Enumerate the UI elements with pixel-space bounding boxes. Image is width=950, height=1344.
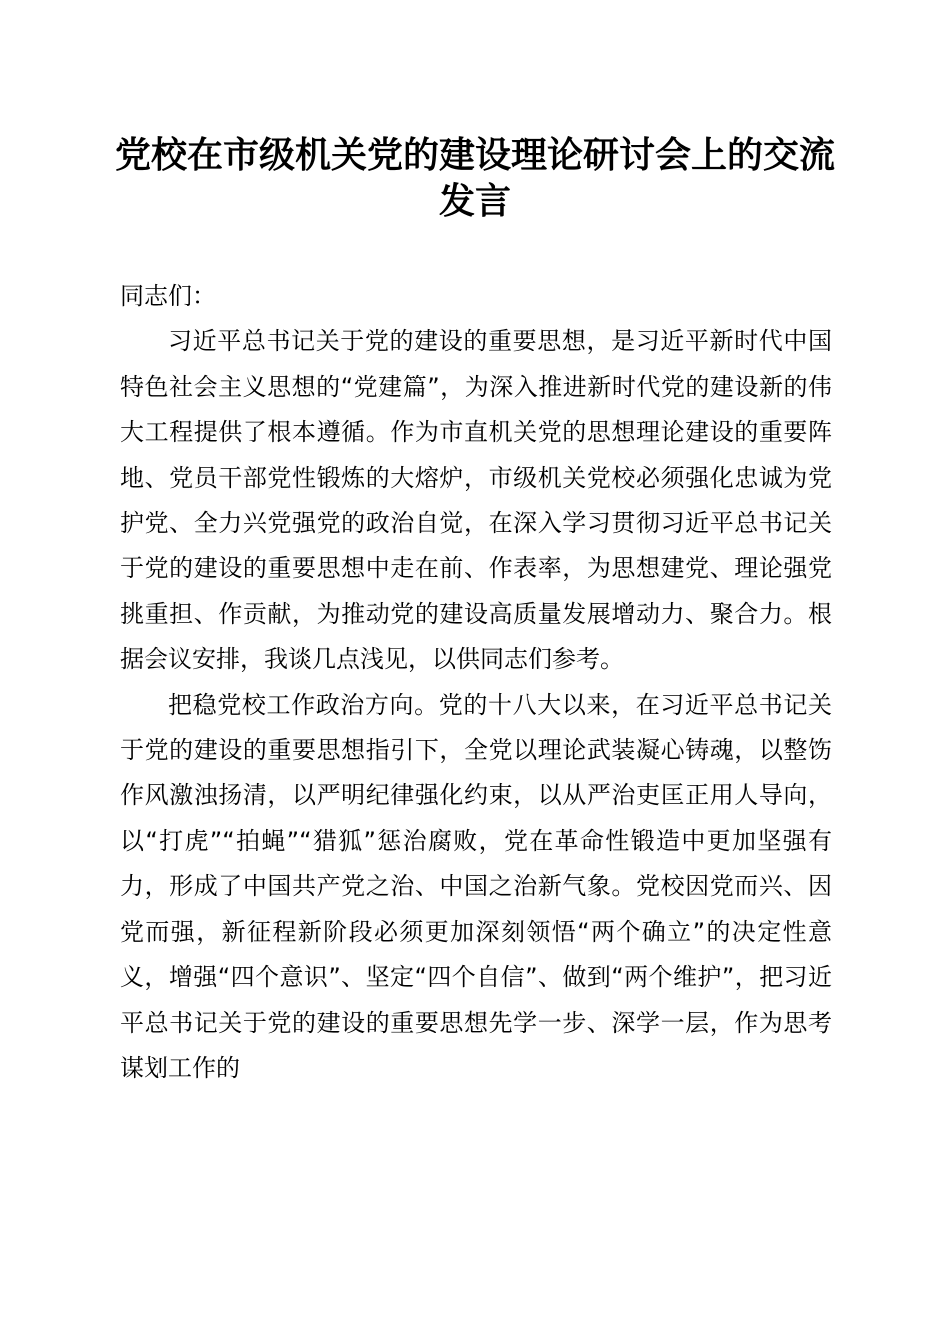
- salutation: 同志们：: [120, 282, 216, 310]
- paragraph: 把稳党校工作政治方向。党的十八大以来，在习近平总书记关于党的建设的重要思想指引下，全党以理论武装凝心铸魂，以整饬作风激浊扬清，以严明纪律强化约束，以从严治吏匡正用人导向，以“打虎”“拍蝇”“猎狐”惩治腐败，党在革命性锻造中更加坚强有力，形成了中国共产党之治、中国之治新气象。党校因党而兴、因党而强，新征程新阶段必须更加深刻领悟“两个确立”的决定性意义，增强“四个意识”、坚定“四个自信”、做到“两个维护”，把习近平总书记关于党的建设的重要思想先学一步、深学一层，作为思考谋划工作的: [120, 690, 832, 1082]
- document-title: 党校在市级机关党的建设理论研讨会上的交流发言: [114, 134, 835, 222]
- paragraph: 习近平总书记关于党的建设的重要思想，是习近平新时代中国特色社会主义思想的“党建篇”，为深入推进新时代党的建设新的伟大工程提供了根本遵循。作为市直机关党的思想理论建设的重要阵地、党员干部党性锻炼的大熔炉，市级机关党校必须强化忠诚为党护党、全力兴党强党的政治自觉，在深入学习贯彻习近平总书记关于党的建设的重要思想中走在前、作表率，为思想建党、理论强党挑重担、作贡献，为推动党的建设高质量发展增动力、聚合力。根据会议安排，我谈几点浅见，以供同志们参考。: [120, 327, 832, 674]
- document-body: [120, 274, 832, 1091]
